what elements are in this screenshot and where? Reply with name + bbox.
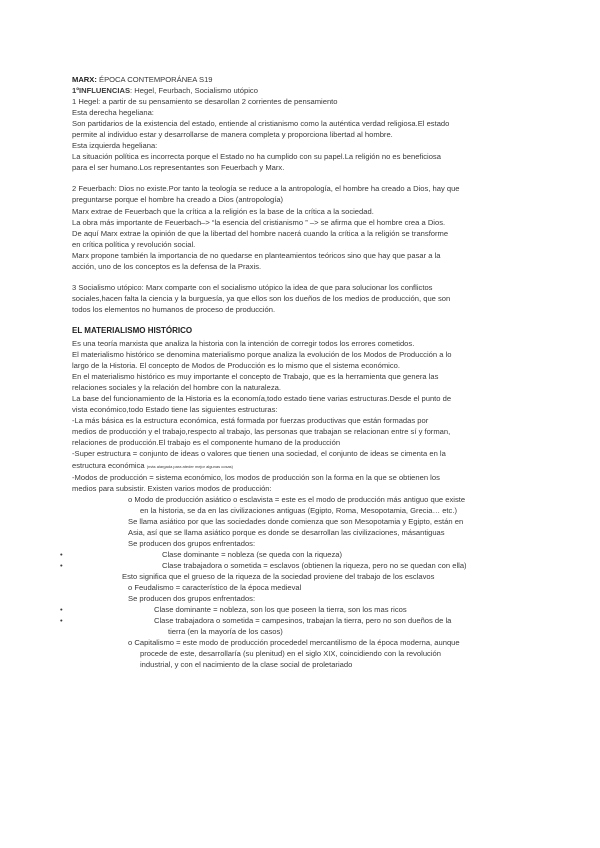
socialismo-line: sociales,hacen falta la ciencia y la burguesía, ya que ellos son los dueños de los medios de producción, que son xyxy=(72,293,451,303)
list-item-feudalismo: o Feudalismo = característico de la época medieval xyxy=(128,583,302,593)
materialismo-line: medios de producción y el trabajo,respecto al trabajo, las personas que trabajan se relacionan entre sí y forman, xyxy=(72,427,451,437)
bullet-dot: • xyxy=(60,549,63,559)
document-content xyxy=(60,74,534,670)
materialismo-line: -La más básica es la estructura económica, está formada por fuerzas productivas que están formadas por xyxy=(72,416,429,426)
asiatico-expl: Asia, así que se llama asiático porque es donde se desarrollan las civilizaciones, másantiguas xyxy=(128,527,445,537)
materialismo-line: largo de la Historia. El concepto de Modos de Producción es lo mismo que el sistema económico. xyxy=(72,361,400,371)
asiatico-significa: Esto significa que el grueso de la riqueza de la sociedad proviene del trabajo de los esclavos xyxy=(122,571,435,581)
materialismo-line: La base del funcionamiento de la Historia es la economía,todo estado tiene varias estructuras.Desde el punto de xyxy=(72,394,452,404)
materialismo-line: El materialismo histórico se denomina materialismo porque analiza la evolución de los Modos de Producción a lo xyxy=(72,350,452,360)
materialismo-line: -Modos de producción = sistema económico, los modos de producción son la forma en la que se obtienen los xyxy=(72,472,440,482)
influencias-line: 1ºINFLUENCIAS: Hegel, Feurbach, Socialismo utópico xyxy=(72,86,258,96)
feuerbach-line: Marx propone también la importancia de no quedarse en planteamientos teóricos sino que hay que pasar a la xyxy=(72,250,441,260)
feuerbach-line: La obra más importante de Feuerbach–> “la esencia del cristianismo ” –> se afirma que el hombre crea a Dios. xyxy=(72,217,446,227)
feudalismo-grupos: Se producen dos grupos enfrentados: xyxy=(128,594,256,604)
handwritten-note: (más alargada para ateder mejor algunas cosas) xyxy=(146,463,234,469)
list-item-capitalismo: o Capitalismo = este modo de producción procededel mercantilismo de la época moderna, aunque xyxy=(128,638,460,648)
spacer xyxy=(72,272,534,282)
feuerbach-line: en crítica política y revolución social. xyxy=(72,239,196,249)
hegel-line: permite al individuo estar y desarrollarse de manera completa y proporciona libertad al hombre. xyxy=(72,130,393,140)
feuerbach-line: Marx extrae de Feuerbach que la crítica a la religión es la base de la crítica a la sociedad. xyxy=(72,206,374,216)
materialismo-line: relaciones de producción.El trabajo es el componente humano de la producción xyxy=(72,438,341,448)
asiatico-expl: Se llama asiático por que las sociedades donde comienza que son Mesopotamia y Egipto, están en xyxy=(128,516,464,526)
page-title: MARX: ÉPOCA CONTEMPORÁNEA S19 xyxy=(72,75,213,84)
sub-list-item: • Clase trabajadora o sometida = campesinos, trabajan la tierra, pero no son dueños de la xyxy=(60,616,452,626)
sub-list-continuation: tierra (en la mayoría de los casos) xyxy=(168,627,283,637)
sub-list-item: • Clase trabajadora o sometida = esclavos (obtienen la riqueza, pero no se quedan con ella) xyxy=(60,560,467,570)
section-heading: EL MATERIALISMO HISTÓRICO xyxy=(72,325,193,335)
spacer xyxy=(72,173,534,183)
list-item-asiatico: o Modo de producción asiático o esclavista = este es el modo de producción más antiguo que existe xyxy=(128,494,466,504)
feuerbach-line: preguntarse porque el hombre ha creado a Dios (antropología) xyxy=(72,195,284,205)
feuerbach-line: De aquí Marx extrae la opinión de que la libertad del hombre nacerá cuando la crítica a la religión se transforme xyxy=(72,228,449,238)
hegel-line: Esta izquierda hegeliana: xyxy=(72,141,158,151)
bullet-dot: • xyxy=(60,560,63,570)
hegel-line: para el ser humano.Los representantes son Feuerbach y Marx. xyxy=(72,163,285,173)
materialismo-line: -Super estructura = conjunto de ideas o valores que tienen una sociedad, el conjunto de ideas se cimenta en la xyxy=(72,449,446,459)
hegel-line: 1 Hegel: a partir de su pensamiento se desarollan 2 corrientes de pensamiento xyxy=(72,97,338,107)
hegel-line: Son partidarios de la existencia del estado, entiende al cristianismo como la auténtica verdad religiosa.El estado xyxy=(72,119,450,129)
socialismo-line: todos los elementos no humanos de proceso de producción. xyxy=(72,304,276,314)
hegel-line: Esta derecha hegeliana: xyxy=(72,108,154,118)
list-item-continuation: procede de este, desarrollaría (su plenitud) en el siglo XIX, coincidiendo con la revolución xyxy=(140,649,441,659)
hegel-line: La situación política es incorrecta porque el Estado no ha cumplido con su papel.La religión no es beneficiosa xyxy=(72,152,441,162)
materialismo-line: Es una teoría marxista que analiza la historia con la intención de corregir todos los errores cometidos. xyxy=(72,338,415,348)
list-item-continuation: en la historia, se da en las civilizaciones antiguas (Egipto, Roma, Mesopotamia, Grecia… etc.) xyxy=(140,505,457,515)
materialismo-line: vista económico,todo Estado tiene las siguientes estructuras: xyxy=(72,405,278,415)
socialismo-line: 3 Socialismo utópico: Marx comparte con el socialismo utópico la idea de que para solucionar los conflictos xyxy=(72,282,433,292)
bullet-o: o xyxy=(128,638,133,648)
materialismo-line: relaciones sociales y la relación del hombre con la naturaleza. xyxy=(72,383,281,393)
feuerbach-line: 2 Feuerbach: Dios no existe.Por tanto la teología se reduce a la antropología, el hombre ha creado a Dios, hay que xyxy=(72,184,460,194)
feuerbach-line: acción, uno de los conceptos es la defensa de la Praxis. xyxy=(72,261,262,271)
sub-list-item: • Clase dominante = nobleza, son los que poseen la tierra, son los mas ricos xyxy=(60,605,407,615)
asiatico-grupos: Se producen dos grupos enfrentados: xyxy=(128,538,256,548)
materialismo-line: medios para subsistir. Existen varios modos de producción: xyxy=(72,483,272,493)
sub-list-item: • Clase dominante = nobleza (se queda con la riqueza) xyxy=(60,549,343,559)
spacer xyxy=(72,315,534,325)
list-item-continuation: industrial, y con el nacimiento de la clase social de proletariado xyxy=(140,660,353,670)
bullet-o: o xyxy=(128,494,133,504)
bullet-dot: • xyxy=(60,605,63,615)
bullet-o: o xyxy=(128,583,133,593)
materialismo-line: En el materialismo histórico es muy importante el concepto de Trabajo, que es la herramienta que genera las xyxy=(72,372,439,382)
estructura-line: estructura económica (más alargada para ateder mejor algunas cosas) xyxy=(72,460,234,470)
bullet-dot: • xyxy=(60,616,63,626)
